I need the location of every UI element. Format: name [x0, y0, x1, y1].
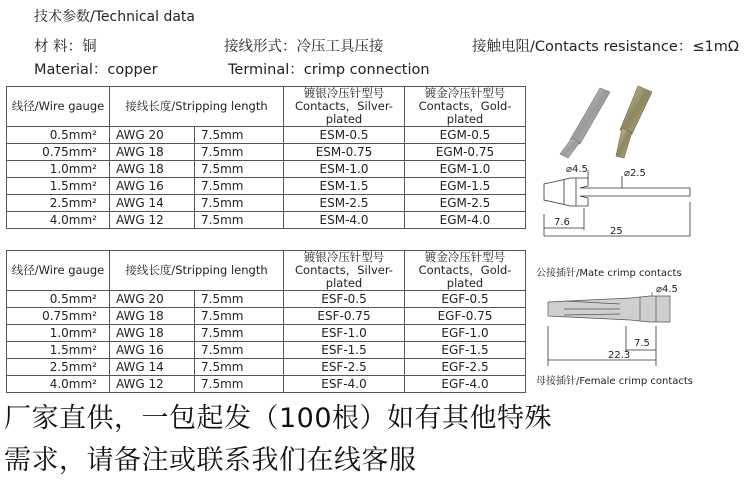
wire-gauge-cell: 0.5mm²: [7, 127, 110, 144]
awg-cell: AWG 20: [110, 291, 195, 308]
male-contact-photo: [540, 82, 680, 162]
silver-pin-icon: [560, 88, 610, 158]
silver-model-cell: ESF-4.0: [284, 376, 405, 393]
col-header: 线径/Wire gauge: [7, 87, 110, 127]
wire-gauge-cell: 1.5mm²: [7, 342, 110, 359]
silver-model-cell: ESM-1.0: [284, 161, 405, 178]
stripping-length-cell: 7.5mm: [195, 212, 284, 229]
awg-cell: AWG 18: [110, 144, 195, 161]
dim-4-5: ⌀4.5: [566, 164, 588, 175]
gold-model-cell: EGM-1.5: [405, 178, 526, 195]
awg-cell: AWG 12: [110, 212, 195, 229]
stripping-length-cell: 7.5mm: [195, 376, 284, 393]
silver-model-cell: ESF-0.5: [284, 291, 405, 308]
male-contact-drawing: [540, 162, 700, 244]
male-contacts-table: [6, 86, 526, 229]
awg-cell: AWG 18: [110, 308, 195, 325]
silver-model-cell: ESM-0.5: [284, 127, 405, 144]
silver-model-cell: ESM-1.5: [284, 178, 405, 195]
dim-7-5: 7.5: [634, 338, 650, 349]
silver-model-cell: ESF-1.5: [284, 342, 405, 359]
gold-model-cell: EGM-1.0: [405, 161, 526, 178]
female-contact-drawing: [540, 280, 710, 380]
gold-model-cell: EGF-4.0: [405, 376, 526, 393]
table-row: [7, 376, 526, 393]
silver-model-cell: ESF-1.0: [284, 325, 405, 342]
stripping-length-cell: 7.5mm: [195, 161, 284, 178]
male-table-body: [7, 127, 526, 229]
section-title: 技术参数/Technical data: [34, 9, 195, 25]
awg-cell: AWG 18: [110, 161, 195, 178]
gold-model-cell: EGF-0.5: [405, 291, 526, 308]
col-header-silver: 镀银冷压针型号 Contacts，Silver-plated: [284, 251, 405, 291]
table-row: [7, 291, 526, 308]
stripping-length-cell: 7.5mm: [195, 195, 284, 212]
table-row: [7, 161, 526, 178]
wire-gauge-cell: 1.0mm²: [7, 161, 110, 178]
female-caption: 母接插针/Female crimp contacts: [536, 376, 693, 387]
col-header-gold: 镀金冷压针型号 Contacts，Gold-plated: [405, 87, 526, 127]
silver-model-cell: ESF-2.5: [284, 359, 405, 376]
wire-gauge-cell: 0.75mm²: [7, 144, 110, 161]
gold-model-cell: EGM-2.5: [405, 195, 526, 212]
stripping-length-cell: 7.5mm: [195, 178, 284, 195]
silver-model-cell: ESM-2.5: [284, 195, 405, 212]
col-header-silver: 镀银冷压针型号 Contacts，Silver-plated: [284, 87, 405, 127]
terminal-en: Terminal：crimp connection: [228, 62, 430, 78]
awg-cell: AWG 16: [110, 178, 195, 195]
dim-2-5: ⌀2.5: [624, 168, 646, 179]
silver-model-cell: ESM-4.0: [284, 212, 405, 229]
table-row: [7, 342, 526, 359]
material-en: Material：copper: [34, 62, 158, 78]
dim-25: 25: [610, 226, 623, 237]
table-row: [7, 325, 526, 342]
wire-gauge-cell: 1.0mm²: [7, 325, 110, 342]
awg-cell: AWG 18: [110, 325, 195, 342]
terminal-cn: 接线形式：冷压工具压接: [224, 39, 384, 55]
gold-model-cell: EGM-0.5: [405, 127, 526, 144]
awg-cell: AWG 14: [110, 359, 195, 376]
dim-4-5: ⌀4.5: [656, 284, 678, 295]
wire-gauge-cell: 2.5mm²: [7, 195, 110, 212]
col-header: 线径/Wire gauge: [7, 251, 110, 291]
awg-cell: AWG 20: [110, 127, 195, 144]
contact-resistance: 接触电阻/Contacts resistance：≤1mΩ: [472, 39, 739, 55]
gold-model-cell: EGF-0.75: [405, 308, 526, 325]
wire-gauge-cell: 4.0mm²: [7, 376, 110, 393]
table-row: [7, 359, 526, 376]
awg-cell: AWG 16: [110, 342, 195, 359]
table-row: [7, 144, 526, 161]
female-contacts-table: [6, 250, 526, 393]
col-header: 接线长度/Stripping length: [110, 87, 284, 127]
col-header: 接线长度/Stripping length: [110, 251, 284, 291]
stripping-length-cell: 7.5mm: [195, 291, 284, 308]
table-row: [7, 178, 526, 195]
gold-model-cell: EGF-2.5: [405, 359, 526, 376]
gold-pin-icon: [616, 86, 652, 158]
female-table-body: [7, 291, 526, 393]
stripping-length-cell: 7.5mm: [195, 342, 284, 359]
wire-gauge-cell: 0.5mm²: [7, 291, 110, 308]
footer-line-1: 厂家直供，一包起发（100根）如有其他特殊: [4, 403, 553, 434]
dim-7-6: 7.6: [554, 217, 570, 228]
stripping-length-cell: 7.5mm: [195, 325, 284, 342]
gold-model-cell: EGF-1.0: [405, 325, 526, 342]
table-row: [7, 212, 526, 229]
wire-gauge-cell: 0.75mm²: [7, 308, 110, 325]
stripping-length-cell: 7.5mm: [195, 359, 284, 376]
gold-model-cell: EGF-1.5: [405, 342, 526, 359]
silver-model-cell: ESM-0.75: [284, 144, 405, 161]
wire-gauge-cell: 1.5mm²: [7, 178, 110, 195]
dim-22-3: 22.3: [608, 350, 631, 361]
gold-model-cell: EGM-0.75: [405, 144, 526, 161]
awg-cell: AWG 14: [110, 195, 195, 212]
awg-cell: AWG 12: [110, 376, 195, 393]
col-header-gold: 镀金冷压针型号 Contacts，Gold-plated: [405, 251, 526, 291]
gold-model-cell: EGM-4.0: [405, 212, 526, 229]
stripping-length-cell: 7.5mm: [195, 144, 284, 161]
wire-gauge-cell: 4.0mm²: [7, 212, 110, 229]
stripping-length-cell: 7.5mm: [195, 127, 284, 144]
silver-model-cell: ESF-0.75: [284, 308, 405, 325]
table-row: [7, 127, 526, 144]
stripping-length-cell: 7.5mm: [195, 308, 284, 325]
footer-line-2: 需求，请备注或联系我们在线客服: [4, 445, 417, 476]
wire-gauge-cell: 2.5mm²: [7, 359, 110, 376]
table-row: [7, 195, 526, 212]
material-cn: 材 料：铜: [34, 39, 97, 55]
table-row: [7, 308, 526, 325]
male-caption: 公接插针/Mate crimp contacts: [536, 268, 682, 279]
